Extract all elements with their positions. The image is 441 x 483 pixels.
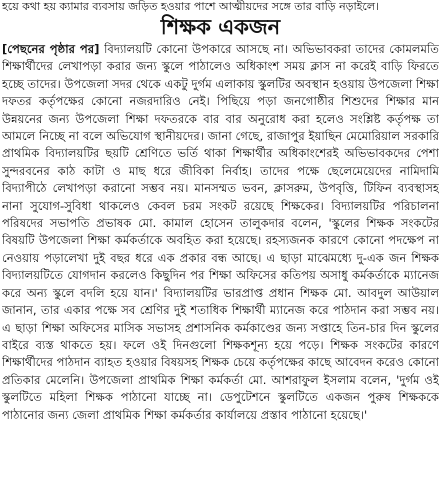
article-text: বিদ্যালয়টি কোনো উপকারে আসছে না। অভিভাবকরা তাদের কোমলমতি শিক্ষার্থীদের লেখাপড়া করার জন্য স্কুলে পাঠালেও অধিকাংশ সময় ক্লাস না করেই বাড়ি ফিরতে হচ্ছে তাদের। উপজেলা সদর থেকে একটু দুর্গম এলাকায় স্কুলটির অবস্থান হওয়ায় উপজেলা শিক্ষা দফতর কর্তৃপক্ষের কোনো নজরদারিও নেই। পিছিয়ে পড়া জনগোষ্ঠীর শিশুদের শিক্ষার মান উন্নয়নের জন্য উপজেলা শিক্ষা দফতরকে বার বার অনুরোধ করা হলেও সংশ্লিষ্ট কর্তৃপক্ষ তা আমলে নিচ্ছে না বলে অভিযোগ স্থানীয়দের। জানা গেছে, রাজাপুর ইয়াছিন মেমোরিয়াল সরকারি প্রাথমিক বিদ্যালয়টির ছয়টি শ্রেণিতে ভর্তি থাকা শিক্ষার্থীর অধিকাংশেরই অভিভাবকদের পেশা সুন্দরবনের কাঠ কাটা ও মাছ ধরে জীবিকা নির্বাহ। তাদের পক্ষে ছেলেমেয়েদের নামিদামি বিদ্যাপীঠে লেখাপড়া করানো সম্ভব নয়। মানসম্মত ভবন, ক্লাসরুম, উপবৃত্তি, টিফিন ব্যবস্থাসহ নানা সুযোগ-সুবিধা থাকলেও কেবল চরম সংকট রয়েছে শিক্ষকের। বিদ্যালয়টির পরিচালনা পরিষদের সভাপতি প্রভাষক মো. কামাল হোসেন তালুকদার বলেন, 'স্কুলের শিক্ষক সংকটের বিষয়টি উপজেলা শিক্ষা কর্মকর্তাকে অবহিত করা হয়েছে। রহস্যজনক কারণে কোনো পদক্ষেপ না নেওয়ায় পড়ালেখা দুই বছর ধরে এক প্রকার বন্ধ আছে। এ ছাড়া মাঝেমধ্যে দু-এক জন শিক্ষক বিদ্যালয়টিতে যোগদান করলেও কিছুদিন পর শিক্ষা অফিসের কতিপয় অসাধু কর্মকর্তাকে ম্যানেজ করে অন্য স্কুলে বদলি হয়ে যান।' বিদ্যালয়টির ভারপ্রাপ্ত প্রধান শিক্ষক মো. আবদুল আউয়াল জানান, তার একার পক্ষে সব শ্রেণির দুই শতাধিক শিক্ষার্থী ম্যানেজ করে পাঠদান করা সম্ভব নয়। এ ছাড়া শিক্ষা অফিসের মাসিক সভাসহ প্রশাসনিক কর্মকাণ্ডের জন্য সপ্তাহে তিন-চার দিন স্কুলের বাইরে ব্যস্ত থাকতে হয়। ফলে ওই দিনগুলো শিক্ষকশূন্য হয়ে পড়ে। শিক্ষক সংকটের কারণে শিক্ষার্থীদের পাঠদান ব্যাহত হওয়ার বিষয়সহ শিক্ষক চেয়ে কর্তৃপক্ষের কাছে আবেদন করেও কোনো প্রতিকার মেলেনি। উপজেলা প্রাথমিক শিক্ষা কর্মকর্তা মো. আশরাফুল ইসলাম বলেন, 'দুর্গম ওই স্কুলটিতে মহিলা শিক্ষক পাঠানো যাচ্ছে না। ডেপুটেশনে স্কুলটিতে একজন পুরুষ শিক্ষককে পাঠানোর জন্য জেলা প্রাথমিক শিক্ষা কর্মকর্তার কার্যালয়ে প্রস্তাব পাঠানো হয়েছে।'	[2, 42, 439, 422]
continuation-label: [পেছনের পৃষ্ঠার পর]	[2, 42, 100, 56]
previous-article-fragment: হয়ে কথা হয় ক্যামার ব্যবসায় জড়িত হওয়ার পাশে আত্মীয়দের সঙ্গে তার বাড়ি নড়াইলে।	[2, 0, 379, 13]
article-headline: শিক্ষক একজন	[160, 15, 281, 39]
article-body	[2, 41, 439, 481]
